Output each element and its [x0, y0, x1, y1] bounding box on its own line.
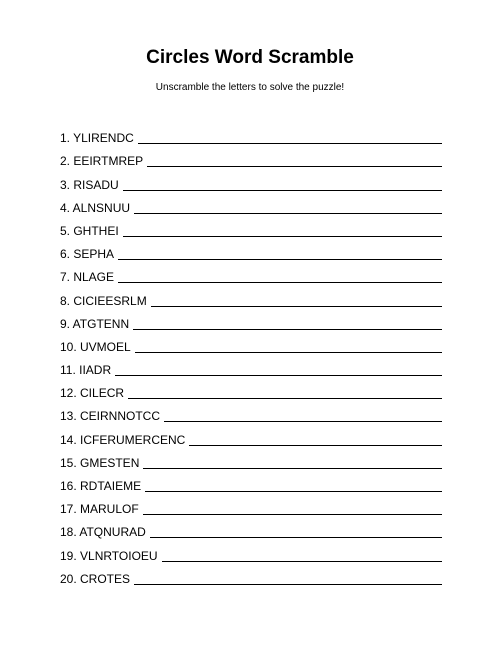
list-item	[60, 400, 442, 423]
list-item	[60, 238, 442, 261]
answer-line	[135, 352, 442, 353]
scrambled-word: 5. GHTHEI	[60, 223, 119, 238]
list-item	[60, 122, 442, 145]
answer-line	[145, 491, 442, 492]
scrambled-word: 9. ATGTENN	[60, 316, 130, 331]
scrambled-word: 10. UVMOEL	[60, 339, 131, 354]
answer-line	[162, 561, 442, 562]
answer-line	[134, 584, 442, 585]
scrambled-word: 17. MARULOF	[60, 502, 139, 517]
answer-line	[123, 236, 442, 237]
list-item	[60, 168, 442, 191]
answer-line	[150, 537, 442, 538]
list-item	[60, 192, 442, 215]
answer-line	[189, 445, 442, 446]
list-item	[60, 563, 442, 586]
answer-line	[143, 514, 442, 515]
list-item	[60, 354, 442, 377]
list-item	[60, 261, 442, 284]
list-item	[60, 331, 442, 354]
scrambled-word: 11. IIADR	[60, 363, 112, 378]
answer-line	[147, 166, 442, 167]
scrambled-word: 15. GMESTEN	[60, 455, 140, 470]
answer-line	[118, 259, 442, 260]
scrambled-word: 20. CROTES	[60, 571, 131, 586]
list-item	[60, 284, 442, 307]
scrambled-word: 1. YLIRENDC	[60, 131, 134, 146]
scrambled-word: 6. SEPHA	[60, 247, 115, 262]
list-item	[60, 215, 442, 238]
scrambled-word: 4. ALNSNUU	[60, 200, 131, 215]
answer-line	[133, 329, 442, 330]
answer-line	[143, 468, 442, 469]
answer-line	[118, 282, 442, 283]
answer-line	[123, 190, 442, 191]
scrambled-word: 18. ATQNURAD	[60, 525, 146, 540]
list-item	[60, 377, 442, 400]
answer-line	[134, 213, 442, 214]
scrambled-word: 3. RISADU	[60, 177, 119, 192]
answer-line	[115, 375, 442, 376]
scrambled-word: 14. ICFERUMERCENC	[60, 432, 186, 447]
scramble-list	[60, 122, 442, 586]
list-item	[60, 539, 442, 562]
scrambled-word: 8. CICIEESRLM	[60, 293, 147, 308]
scrambled-word: 13. CEIRNNOTCC	[60, 409, 161, 424]
scrambled-word: 12. CILECR	[60, 386, 125, 401]
list-item	[60, 470, 442, 493]
list-item	[60, 423, 442, 446]
scrambled-word: 7. NLAGE	[60, 270, 115, 285]
answer-line	[138, 143, 442, 144]
scrambled-word: 19. VLNRTOIOEU	[60, 548, 158, 563]
instructions-text: Unscramble the letters to solve the puzzle!	[155, 82, 345, 93]
list-item	[60, 308, 442, 331]
answer-line	[128, 398, 442, 399]
list-item	[60, 145, 442, 168]
list-item	[60, 447, 442, 470]
page-title: Circles Word Scramble	[146, 47, 354, 68]
answer-line	[151, 306, 442, 307]
list-item	[60, 493, 442, 516]
scrambled-word: 2. EEIRTMREP	[60, 154, 144, 169]
answer-line	[164, 421, 442, 422]
list-item	[60, 516, 442, 539]
scrambled-word: 16. RDTAIEME	[60, 479, 142, 493]
